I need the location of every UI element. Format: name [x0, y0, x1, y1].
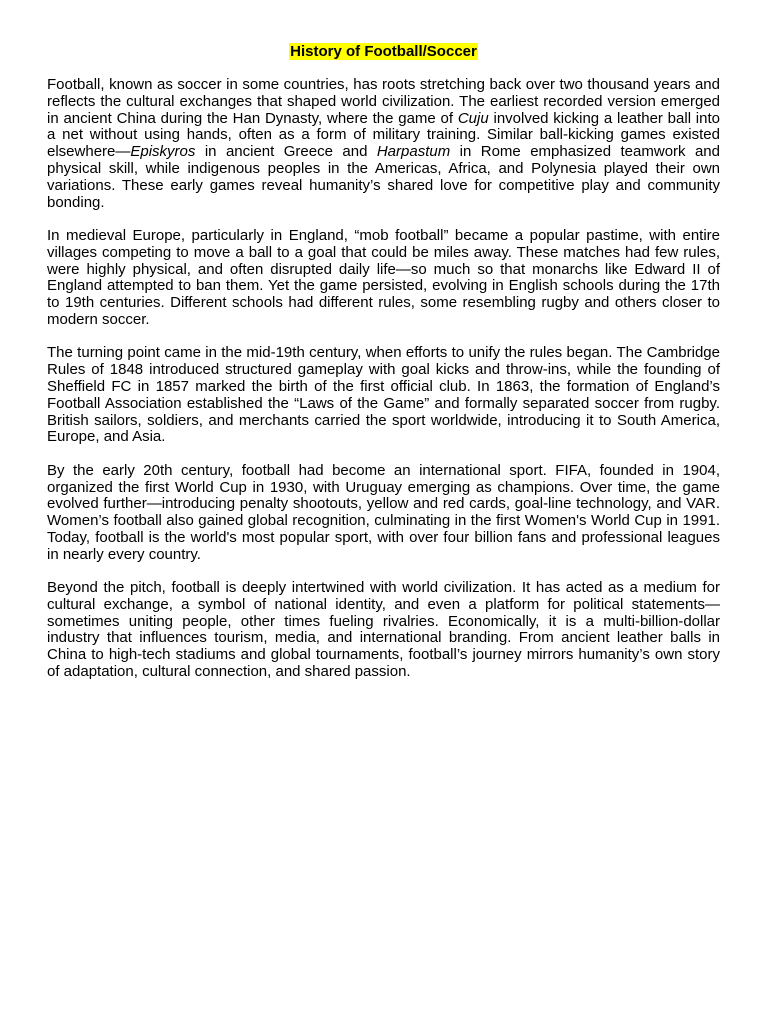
paragraph-medieval: In medieval Europe, particularly in England, “mob football” became a popular pastime, with entire villages competing to move a ball to a goal that could be miles away. These matches had few rules, were highly physical, and often disrupted daily life—so much so that monarchs like Edward II of England attempted to ban them. Yet the game persisted, evolving in English schools during the 17th to 19th centuries. Different schools had different rules, some resembling rugby and others closer to modern soccer.: [47, 226, 720, 328]
paragraph-turning-point: The turning point came in the mid-19th century, when efforts to unify the rules began. The Cambridge Rules of 1848 introduced structured gameplay with goal kicks and throw-ins, while the founding of Sheffield FC in 1857 marked the birth of the first official club. In 1863, the formation of England’s Football Association established the “Laws of the Game” and formally separated soccer from rugby. British sailors, soldiers, and merchants carried the sport worldwide, introducing it to South America, Europe, and Asia.: [47, 344, 720, 446]
paragraph-origins: [47, 77, 720, 211]
paragraph-20th-century: By the early 20th century, football had become an international sport. FIFA, founded in 1904, organized the first World Cup in 1930, with Uruguay emerging as champions. Over time, the game evolved further—introducing penalty shootouts, yellow and red cards, goal-line technology, and VAR. Women’s football also gained global recognition, culminating in the first Women's World Cup in 1991. Today, football is the world's most popular sport, with over four billion fans and professional leagues in nearly every country.: [47, 461, 720, 563]
paragraph-text: involved kicking a leather ball into a net without using hands, often as a form of military training. Similar ball-kicking games existed elsewhere—: [47, 109, 720, 161]
paragraph-beyond-pitch: Beyond the pitch, football is deeply intertwined with world civilization. It has acted as a medium for cultural exchange, a symbol of national identity, and even a platform for political statements—sometimes uniting people, other times fueling rivalries. Economically, it is a multi-billion-dollar industry that influences tourism, media, and international branding. From ancient leather balls in China to high-tech stadiums and global tournaments, football’s journey mirrors humanity’s own story of adaptation, cultural connection, and shared passion.: [47, 579, 720, 681]
term-harpastum: Harpastum: [376, 143, 451, 161]
term-cuju: Cuju: [457, 109, 489, 127]
title-container: [47, 42, 720, 61]
document-title: History of Football/Soccer: [290, 43, 477, 60]
paragraph-text: Football, known as soccer in some countries, has roots stretching back over two thousand years and reflects the cultural exchanges that shaped world civilization. The earliest recorded version emerged in ancient China during the Han Dynasty, where the game of: [47, 76, 720, 127]
term-episkyros: Episkyros: [130, 143, 196, 161]
paragraph-text: in ancient Greece and: [195, 143, 377, 161]
paragraph-text: in Rome emphasized teamwork and physical skill, while indigenous peoples in the Americas, Africa, and Polynesia played their own variations. These early games reveal humanity’s shared love for competitive play and community bonding.: [47, 143, 720, 211]
document-page: [47, 42, 720, 697]
